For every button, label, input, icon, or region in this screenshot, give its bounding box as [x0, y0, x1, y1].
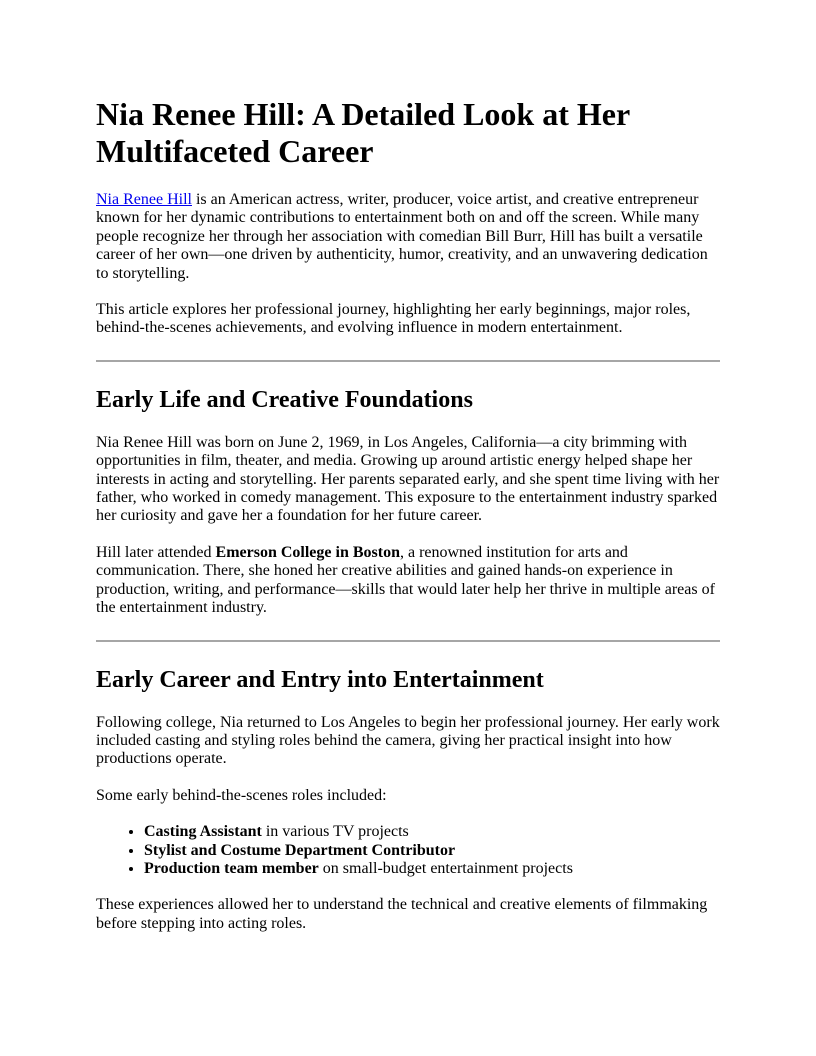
- nia-renee-hill-link[interactable]: Nia Renee Hill: [96, 191, 192, 208]
- section-divider: [96, 640, 720, 642]
- early-career-paragraph-2: Some early behind-the-scenes roles included:: [96, 786, 387, 804]
- role-detail: on small-budget entertainment projects: [318, 859, 573, 877]
- document-page: [96, 96, 720, 951]
- emerson-college-bold: Emerson College in Boston: [215, 543, 400, 561]
- early-life-p2-after: , a renowned institution for arts and communication. There, she honed her creative abilities and gained hands-on experience in production, writing, and performance—skills that would later help her thrive in multiple areas of the entertainment industry.: [96, 543, 715, 617]
- early-life-paragraph-1: Nia Renee Hill was born on June 2, 1969, in Los Angeles, California—a city brimming with opportunities in film, theater, and media. Growing up around artistic energy helped shape her interests in acting and storytelling. Her parents separated early, and she spent time living with her father, who worked in comedy management. This exposure to the entertainment industry sparked her curiosity and gave her a foundation for her future career.: [96, 433, 720, 525]
- list-item: [144, 860, 720, 878]
- intro-paragraph-2: This article explores her professional journey, highlighting her early beginnings, major roles, behind-the-scenes achievements, and evolving influence in modern entertainment.: [96, 301, 691, 337]
- role-title: Casting Assistant: [144, 823, 262, 841]
- section-heading-early-life: Early Life and Creative Foundations: [96, 386, 473, 413]
- list-item: [144, 823, 720, 841]
- intro-paragraph: [96, 191, 720, 283]
- role-title: Production team member: [144, 859, 319, 877]
- early-life-paragraph-2: [96, 544, 720, 618]
- role-detail: in various TV projects: [261, 823, 409, 841]
- section-divider: [96, 360, 720, 362]
- early-career-paragraph-3: These experiences allowed her to understand the technical and creative elements of filmmaking before stepping into acting roles.: [96, 896, 708, 932]
- list-item: [144, 842, 720, 860]
- early-roles-list: [96, 823, 720, 878]
- role-title: Stylist and Costume Department Contributor: [144, 841, 456, 859]
- early-career-paragraph-1: Following college, Nia returned to Los Angeles to begin her professional journey. Her early work included casting and styling roles behind the camera, giving her practical insight into how productions operate.: [96, 713, 720, 768]
- section-heading-early-career: Early Career and Entry into Entertainment: [96, 666, 544, 693]
- early-life-p2-before: Hill later attended: [96, 543, 216, 561]
- intro-text: is an American actress, writer, producer, voice artist, and creative entrepreneur known for her dynamic contributions to entertainment both on and off the screen. While many people recognize her through her association with comedian Bill Burr, Hill has built a versatile career of her own—one driven by authenticity, humor, creativity, and an unwavering dedication to storytelling.: [96, 191, 708, 282]
- page-title: Nia Renee Hill: A Detailed Look at Her Multifaceted Career: [96, 96, 630, 169]
